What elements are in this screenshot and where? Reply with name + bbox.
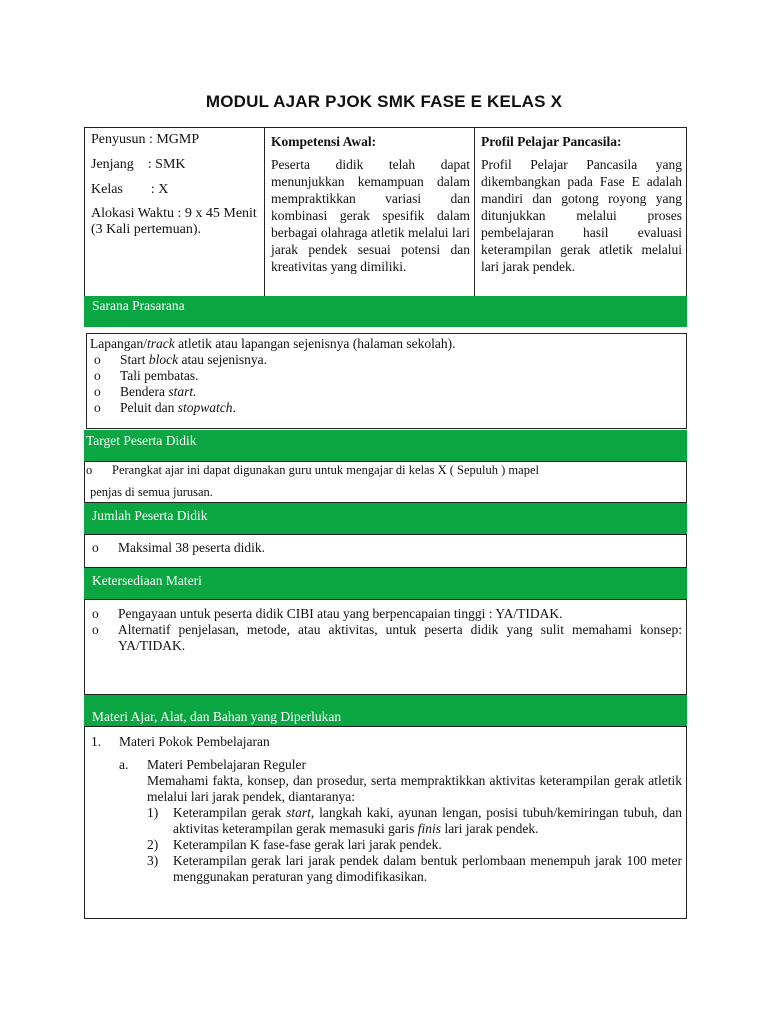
item-italic: stopwatch [177,400,233,415]
item-text: Keterampilan gerak lari jarak pendek dalam bentuk perlombaan menempuh jarak 100 meter menggunakan peraturan yang dimodifikasikan. [173,853,682,884]
document-title: MODUL AJAR PJOK SMK FASE E KELAS X [205,92,563,111]
materi-desc: Memahami fakta, konsep, dan prosedur, serta mempraktikkan aktivitas keterampilan gerak atletik melalui lari jarak pendek, diantaranya: [147,773,682,804]
kompetensi-column [271,133,470,275]
item-text: Pengayaan untuk peserta didik CIBI atau yang berpencapaian tinggi : YA/TIDAK. [118,606,563,621]
item-text: Maksimal 38 peserta didik. [118,540,265,555]
ketersediaan-heading: Ketersediaan Materi [84,568,687,599]
bullet: o [92,540,99,555]
sarana-heading: Sarana Prasarana [84,296,687,327]
bullet: o [92,606,99,621]
materi-pokok [88,734,682,750]
number: 3) [147,853,159,868]
list-item [90,368,680,384]
list-item [88,540,678,556]
bullet: o [94,384,101,399]
ketersediaan-content [88,606,682,654]
item-italic: start, [286,805,315,820]
target-line1 [86,462,684,478]
target-heading: Target Peserta Didik [84,430,687,461]
item-italic: start. [168,384,197,399]
item-text: Materi Pokok Pembelajaran [119,734,270,749]
sarana-content [90,336,680,416]
profil-column [481,133,682,275]
sub-item [88,837,682,853]
alokasi-text: Alokasi Waktu : 9 x 45 Menit (3 Kali pertemuan). [91,206,257,237]
bullet: o [94,368,101,383]
item-text: Bendera [120,384,169,399]
item-italic: finis [417,821,442,836]
item-text: Start [120,352,149,367]
info-divider-left [264,127,265,297]
item-text: Alternatif penjelasan, metode, atau aktivitas, untuk peserta didik yang sulit memahami konsep: YA/TIDAK. [118,622,682,653]
number: 1. [91,734,102,749]
item-text: Keterampilan gerak [173,805,287,820]
kompetensi-heading: Kompetensi Awal: [271,134,377,149]
penyusun-text: Penyusun : MGMP [91,132,200,147]
materi-heading: Materi Ajar, Alat, dan Bahan yang Diperlukan [84,695,687,726]
bullet: o [94,352,101,367]
number: 1) [147,805,159,820]
number: 2) [147,837,159,852]
sarana-intro-a: Lapangan/ [90,336,147,351]
item-text: . [232,400,236,415]
kompetensi-text: Peserta didik telah dapat menunjukkan kemampuan dalam mempraktikkan variasi dan kombinasi gerak spesifik dalam berbagai olahraga atletik melalui lari jarak pendek sesuai potensi dan kreativitas yang dimiliki. [271,157,470,274]
item-text: Tali pembatas. [120,368,199,383]
materi-reguler [88,757,682,773]
sarana-intro-c: atletik atau lapangan sejenisnya (halaman sekolah). [174,336,456,351]
list-item [90,384,680,400]
list-item [88,606,682,622]
info-divider-right [474,127,475,297]
kelas-text: Kelas : X [91,182,169,197]
info-column [91,131,261,238]
bullet: o [92,622,99,637]
bullet: o [94,400,101,415]
target-text1: Perangkat ajar ini dapat digunakan guru untuk mengajar di kelas X ( Sepuluh ) mapel [112,463,539,477]
bullet: o [86,463,93,477]
jumlah-content [88,540,678,556]
item-text: Peluit dan [120,400,178,415]
materi-content [88,734,682,885]
jumlah-heading: Jumlah Peserta Didik [84,503,687,534]
list-item [90,400,680,416]
profil-heading: Profil Pelajar Pancasila: [481,134,622,149]
target-content [86,462,684,501]
item-text: Keterampilan K fase-fase gerak lari jarak pendek. [173,837,442,852]
item-text: atau sejenisnya. [178,352,267,367]
item-text: langkah kaki, ayunan lengan, posisi tubuh/kemiringan tubuh, dan aktivitas keterampilan gerak memasuki garis [173,805,682,836]
item-text: lari jarak pendek. [441,821,539,836]
sub-item [88,805,682,837]
sarana-intro [90,336,680,352]
list-item [88,622,682,654]
jenjang-text: Jenjang : SMK [91,157,186,172]
list-item [90,352,680,368]
letter: a. [119,757,129,772]
sarana-intro-b: track [146,336,175,351]
sub-item [88,853,682,885]
target-line2: penjas di semua jurusan. [90,485,213,499]
profil-text: Profil Pelajar Pancasila yang dikembangkan pada Fase E adalah mandiri dan gotong royong yang ditunjukkan melalui proses pembelajaran hasil evaluasi keterampilan gerak atletik melalui lari jarak pendek. [481,157,682,274]
item-text: Materi Pembelajaran Reguler [147,757,306,772]
item-italic: block [148,352,179,367]
